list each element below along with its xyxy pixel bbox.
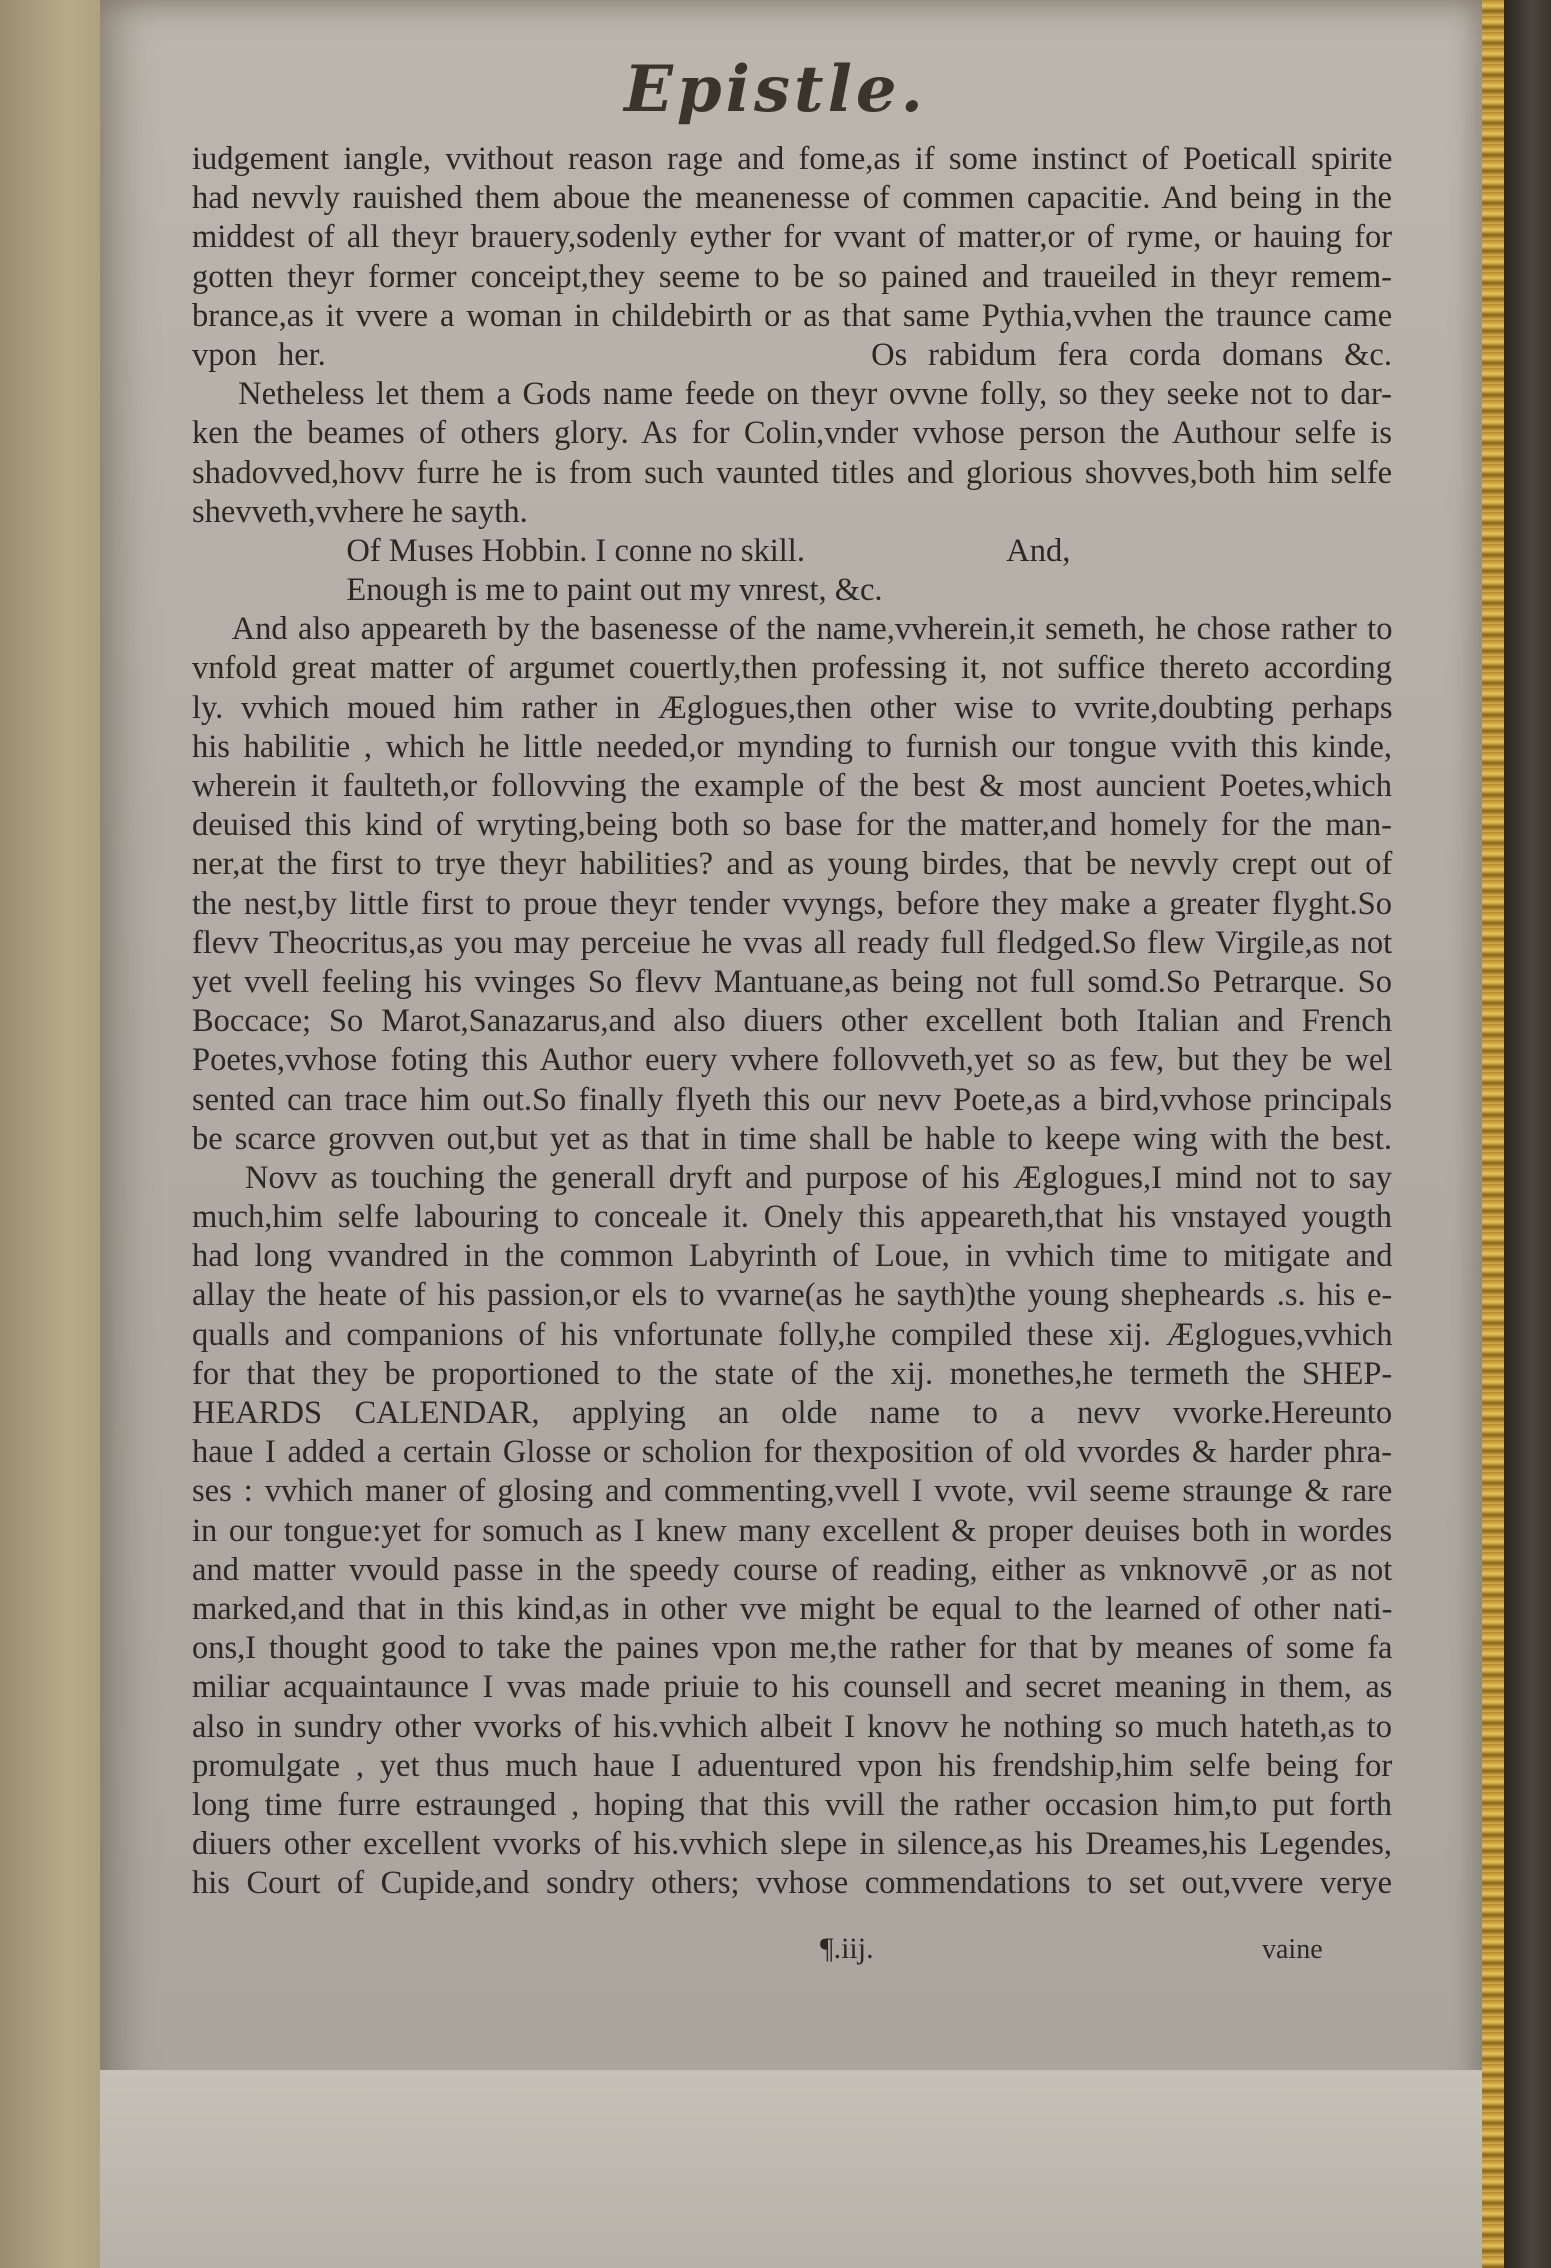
text-line: also in sundry other vvorks of his.vvhich albeit I knovv he nothing so much hateth,as to	[192, 1708, 1393, 1745]
signature-mark: ¶.iij.	[820, 1932, 874, 1965]
text-line: Boccace; So Marot,Sanazarus,and also diuers other excellent both Italian and French	[192, 1003, 1392, 1040]
text-line: wherein it faulteth,or follovving the example of the best & most auncient Poetes,which	[192, 768, 1392, 804]
text-line: yet vvell feeling his vvinges So flevv Mantuane,as being not full somd.So Petrarque. So	[192, 963, 1392, 1000]
text-line: long time furre estraunged , hoping that this vvill the rather occasion him,to put forth	[192, 1786, 1392, 1823]
text-line: ner,at the first to trye theyr habilities? and as young birdes, that be nevvly crept out of	[192, 846, 1393, 883]
text-line: promulgate , yet thus much haue I aduentured vpon his frendship,him selfe being for	[192, 1747, 1393, 1784]
gilt-page-edge	[1482, 0, 1504, 2268]
text-line: qualls and companions of his vnfortunate folly,he compiled these xij. Æglogues,vvhich	[192, 1316, 1393, 1353]
text-line: Of Muses Hobbin. I conne no skill. And,	[192, 532, 1071, 569]
text-line: sented can trace him out.So finally flyeth this our nevv Poete,as a bird,vvhose principals	[192, 1081, 1393, 1118]
text-line: and matter vvould passe in the speedy course of reading, either as vnknovvē ,or as not	[192, 1551, 1393, 1588]
text-line: shevveth,vvhere he sayth.	[192, 493, 528, 530]
text-line: had long vvandred in the common Labyrinth of Loue, in vvhich time to mitigate and	[192, 1238, 1393, 1275]
text-line: marked,and that in this kind,as in other vve might be equal to the learned of other nati-	[192, 1590, 1393, 1627]
text-line: gotten theyr former conceipt,they seeme to be so pained and traueiled in theyr remem-	[192, 258, 1392, 295]
page-foot-margin	[100, 2070, 1482, 2268]
text-line: miliar acquaintaunce I vvas made priuie to his counsell and secret meaning in them, as	[192, 1669, 1393, 1706]
text-line: deuised this kind of wryting,being both so base for the matter,and homely for the man-	[192, 807, 1392, 844]
binding-edge	[1504, 0, 1551, 2268]
text-line: brance,as it vvere a woman in childebirth or as that same Pythia,vvhen the traunce came	[192, 297, 1393, 334]
text-line: diuers other excellent vvorks of his.vvhich slepe in silence,as his Dreames,his Legendes,	[192, 1826, 1392, 1863]
text-line: Netheless let them a Gods name feede on theyr ovvne folly, so they seeke not to dar-	[192, 376, 1392, 413]
text-line: in our tongue:yet for somuch as I knew many excellent & proper deuises both in wordes	[192, 1512, 1393, 1549]
text-line: much,him selfe labouring to conceale it. Onely this appeareth,that his vnstayed yougth	[192, 1199, 1392, 1236]
text-line: the nest,by little first to proue theyr tender vvyngs, before they make a greater flyght.So	[192, 885, 1392, 922]
text-line: allay the heate of his passion,or els to vvarne(as he sayth)the young shepheards .s. his e-	[192, 1277, 1393, 1314]
text-line: flevv Theocritus,as you may perceiue he vvas all ready full fledged.So flew Virgile,as not	[192, 924, 1393, 961]
text-line: vnfold great matter of argumet couertly,then professing it, not suffice thereto according	[192, 650, 1392, 687]
epistle-body-text	[192, 140, 1392, 1903]
text-line: ly. vvhich moued him rather in Æglogues,then other wise to vvrite,doubting perhaps	[192, 689, 1393, 726]
text-line: for that they be proportioned to the state of the xij. monethes,he termeth the SHEP-	[192, 1355, 1393, 1392]
text-line: his habilitie , which he little needed,or mynding to furnish our tongue vvith this kinde,	[192, 728, 1392, 765]
text-line: Poetes,vvhose foting this Author euery vvhere follovveth,yet so as few, but they be wel	[192, 1042, 1393, 1079]
text-line: middest of all theyr brauery,sodenly eyther for vvant of matter,or of ryme, or hauing for	[192, 219, 1393, 256]
text-line: iudgement iangle, vvithout reason rage and fome,as if some instinct of Poeticall spirite	[192, 141, 1393, 177]
running-head: Epistle.	[624, 52, 927, 127]
text-line: ses : vvhich maner of glosing and commenting,vvell I vvote, vvil seeme straunge & rare	[192, 1473, 1393, 1510]
text-line: ons,I thought good to take the paines vpon me,the rather for that by meanes of some fa	[192, 1630, 1393, 1667]
text-line: vpon her. Os rabidum fera corda domans &c.	[192, 336, 1392, 373]
text-line: ken the beames of others glory. As for Colin,vnder vvhose person the Authour selfe is	[192, 415, 1392, 452]
text-line: Enough is me to paint out my vnrest, &c.	[192, 572, 883, 609]
text-line: HEARDS CALENDAR, applying an olde name to a nevv vvorke.Hereunto	[192, 1395, 1393, 1431]
text-line: haue I added a certain Glosse or scholion for thexposition of old vvordes & harder phra-	[192, 1434, 1393, 1471]
catchword: vaine	[1262, 1934, 1323, 1965]
text-line: had nevvly rauished them aboue the meanenesse of commen capacitie. And being in the	[192, 180, 1392, 217]
text-line: Novv as touching the generall dryft and purpose of his Æglogues,I mind not to say	[192, 1159, 1392, 1196]
text-line: be scarce grovven out,but yet as that in time shall be hable to keepe wing with the best.	[192, 1120, 1392, 1157]
text-line: shadovved,hovv furre he is from such vaunted titles and glorious shovves,both him selfe	[192, 454, 1392, 491]
text-line: his Court of Cupide,and sondry others; vvhose commendations to set out,vvere verye	[192, 1865, 1392, 1902]
text-line: And also appeareth by the basenesse of the name,vvherein,it semeth, he chose rather to	[192, 611, 1393, 648]
